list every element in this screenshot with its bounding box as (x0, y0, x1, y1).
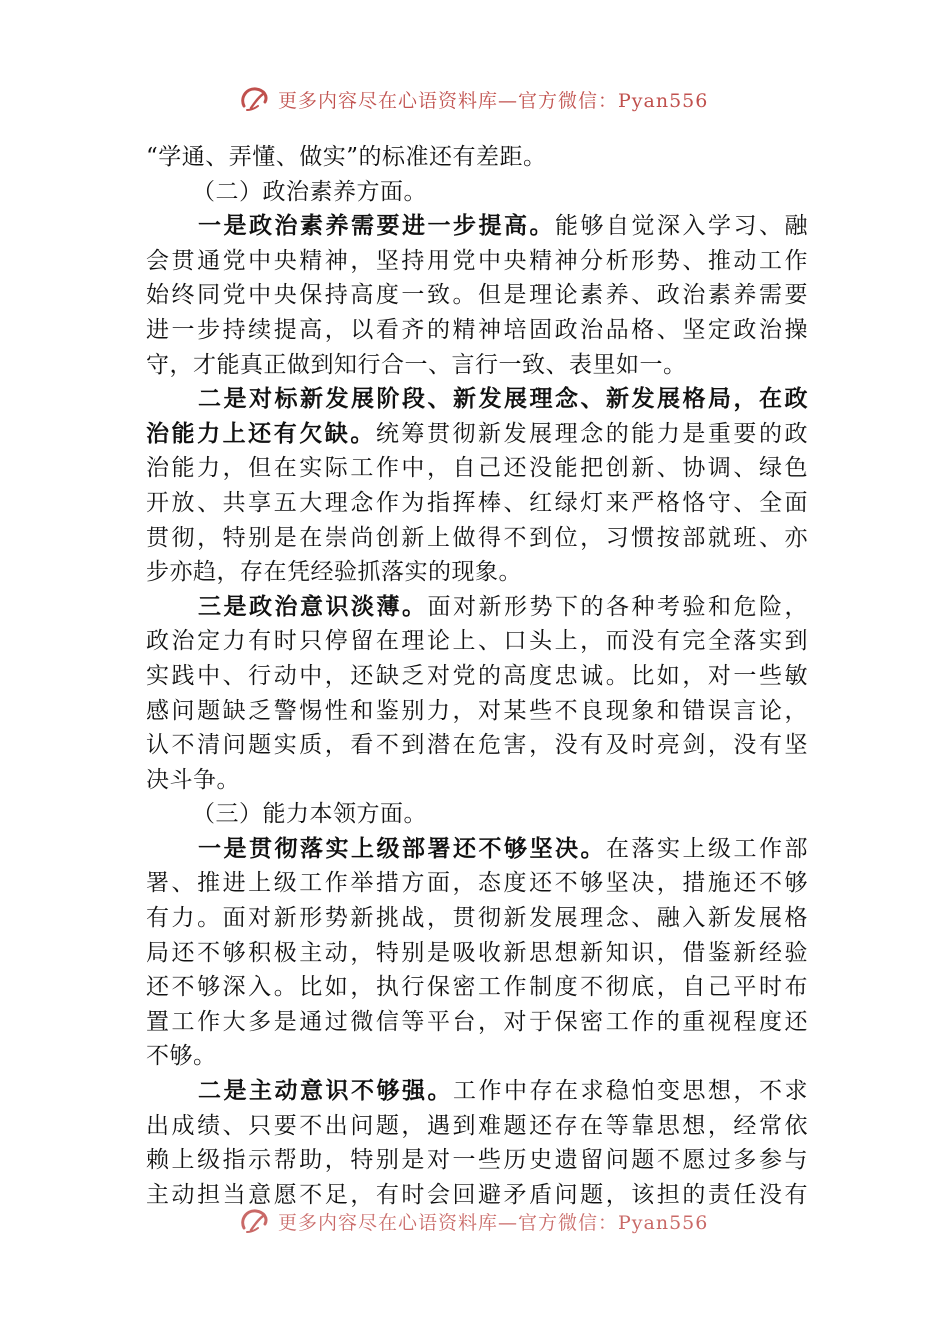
line-text: 还不够深入。比如，执行保密工作制度不彻底，自己平时布 (146, 974, 808, 1001)
line-text: 进一步持续提高，以看齐的精神培固政治品格、坚定政治操 (146, 316, 808, 343)
line-text: 开放、共享五大理念作为指挥棒、红绿灯来严格恪守、全面 (146, 489, 808, 516)
text-line (146, 694, 808, 729)
footer-watermark (238, 1206, 708, 1236)
text-line (146, 278, 808, 313)
line-text: 决斗争。 (146, 766, 240, 793)
text-line (146, 1109, 808, 1144)
text-line (146, 1005, 808, 1040)
bold-lead-phrase: 一是政治素养需要进一步提高。 (198, 213, 555, 240)
text-line (146, 936, 808, 971)
line-text: 认不清问题实质，看不到潜在危害，没有及时亮剑，没有坚 (146, 732, 808, 759)
text-line (146, 175, 808, 210)
line-text: 工作中存在求稳怕变思想，不求 (453, 1078, 808, 1105)
text-line (146, 797, 808, 832)
text-line (146, 451, 808, 486)
line-text: 署、推进上级工作举措方面，态度还不够坚决，措施还不够 (146, 870, 808, 897)
text-line (146, 555, 808, 590)
bold-lead-phrase: 二是主动意识不够强。 (198, 1078, 453, 1105)
line-text: 出成绩、只要不出问题，遇到难题还存在等靠思想，经常依 (146, 1112, 808, 1139)
line-text: 置工作大多是通过微信等平台，对于保密工作的重视程度还 (146, 1008, 808, 1035)
text-line (146, 486, 808, 521)
text-line (146, 244, 808, 279)
text-line (146, 866, 808, 901)
text-line (146, 209, 808, 244)
line-text: 始终同党中央保持高度一致。但是理论素养、政治素养需要 (146, 282, 808, 309)
text-line (146, 659, 808, 694)
text-line (146, 763, 808, 798)
line-text: 面对新形势下的各种考验和危险， (427, 593, 808, 620)
text-line (146, 970, 808, 1005)
document-body (146, 140, 808, 1212)
text-line (146, 1143, 808, 1178)
line-text: （二）政治素养方面。 (192, 178, 427, 205)
line-text: 局还不够积极主动，特别是吸收新思想新知识，借鉴新经验 (146, 939, 808, 966)
line-text: 治能力，但在实际工作中，自己还没能把创新、协调、绿色 (146, 455, 808, 482)
bold-lead-phrase: 治能力上还有欠缺。 (146, 420, 376, 447)
line-text: 实践中、行动中，还缺乏对党的高度忠诚。比如，对一些敏 (146, 662, 808, 689)
text-line (146, 590, 808, 625)
text-line (146, 901, 808, 936)
header-watermark (238, 84, 708, 114)
bold-lead-phrase: 二是对标新发展阶段、新发展理念、新发展格局，在政 (198, 386, 808, 413)
line-text: 不够。 (146, 1043, 217, 1070)
text-line (146, 417, 808, 452)
line-text: 贯彻，特别是在崇尚创新上做得不到位，习惯按部就班、亦 (146, 524, 808, 551)
bold-lead-phrase: 三是政治意识淡薄。 (198, 593, 428, 620)
text-line (146, 1039, 808, 1074)
text-line (146, 1074, 808, 1109)
red-brush-logo-icon (238, 1206, 272, 1236)
text-line (146, 313, 808, 348)
watermark-text: 更多内容尽在心语资料库—官方微信：Pyan556 (278, 89, 709, 112)
line-text: 赖上级指示帮助，特别是对一些历史遗留问题不愿过多参与 (146, 1147, 808, 1174)
watermark-text: 更多内容尽在心语资料库—官方微信：Pyan556 (278, 1211, 709, 1234)
line-text: 政治定力有时只停留在理论上、口头上，而没有完全落实到 (146, 628, 808, 655)
text-line (146, 832, 808, 867)
line-text: 主动担当意愿不足，有时会回避矛盾问题，该担的责任没有 (146, 1181, 808, 1208)
text-line (146, 348, 808, 383)
line-text: 统筹贯彻新发展理念的能力是重要的政 (375, 420, 809, 447)
line-text: 步亦趋，存在凭经验抓落实的现象。 (146, 559, 522, 586)
line-text: 感问题缺乏警惕性和鉴别力，对某些不良现象和错误言论， (146, 697, 808, 724)
line-text: 有力。面对新形势新挑战，贯彻新发展理念、融入新发展格 (146, 905, 808, 932)
line-text: “学通、弄懂、做实”的标准还有差距。 (146, 144, 547, 170)
bold-lead-phrase: 一是贯彻落实上级部署还不够坚决。 (198, 835, 606, 862)
line-text: （三）能力本领方面。 (192, 801, 427, 828)
line-text: 会贯通党中央精神，坚持用党中央精神分析形势、推动工作 (146, 247, 808, 274)
text-line (146, 521, 808, 556)
text-line (146, 728, 808, 763)
text-line (146, 382, 808, 417)
text-line (146, 140, 808, 175)
line-text: 能够自觉深入学习、融 (555, 213, 808, 240)
line-text: 守，才能真正做到知行合一、言行一致、表里如一。 (146, 351, 687, 378)
red-brush-logo-icon (238, 84, 272, 114)
line-text: 在落实上级工作部 (606, 835, 808, 862)
text-line (146, 624, 808, 659)
